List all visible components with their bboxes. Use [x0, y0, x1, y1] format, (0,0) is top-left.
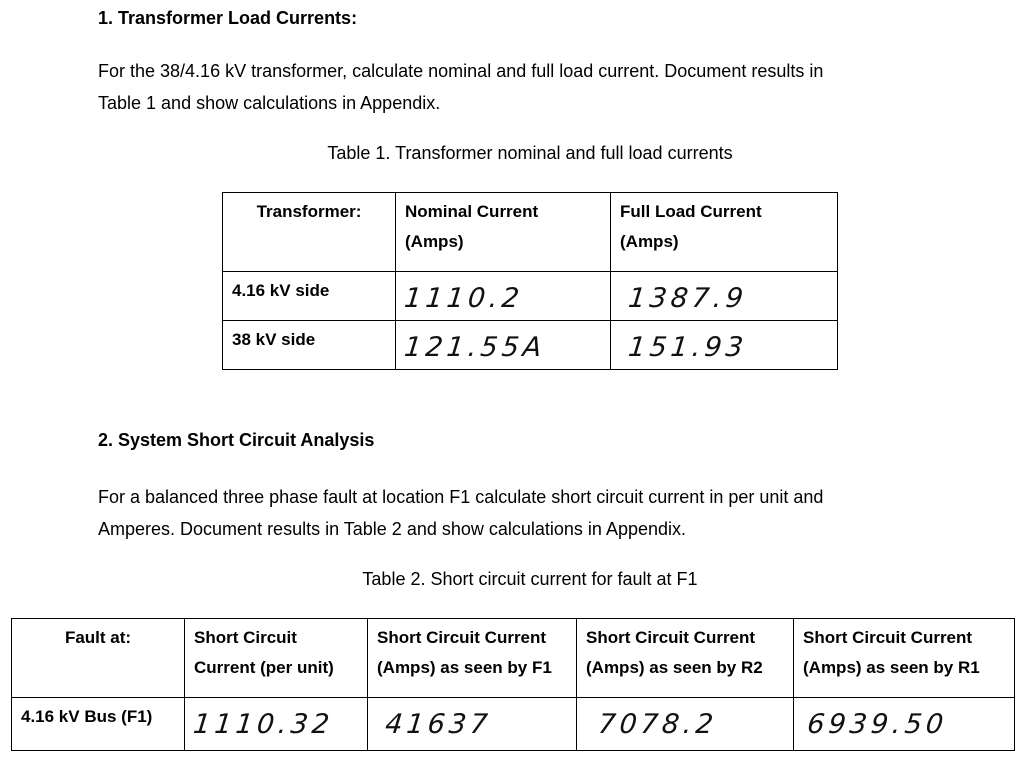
- header-text: Full Load Current: [620, 202, 762, 221]
- row-label: 38 kV side: [223, 321, 396, 370]
- header-text: Short Circuit Current: [803, 628, 973, 647]
- handwritten-value: 7078.2: [596, 709, 719, 740]
- row-label: 4.16 kV Bus (F1): [12, 698, 185, 751]
- header-text: Current (per unit): [194, 658, 334, 677]
- table2-header-row: [12, 619, 1015, 698]
- section2-para-line2: Amperes. Document results in Table 2 and show calculations in Appendix.: [98, 519, 686, 539]
- table-row: [223, 272, 838, 321]
- table-row: [223, 321, 838, 370]
- table2-caption: Table 2. Short circuit current for fault at F1: [362, 569, 698, 589]
- handwritten-value: 1110.2: [402, 283, 525, 314]
- header-text: Nominal Current: [405, 202, 539, 221]
- header-text: (Amps): [405, 232, 464, 251]
- handwritten-value: 1110.32: [191, 709, 335, 740]
- header-text: (Amps) as seen by R2: [586, 658, 763, 677]
- section1-para-line1: For the 38/4.16 kV transformer, calculate nominal and full load current. Document results in: [98, 61, 824, 81]
- f1-cell: [368, 698, 577, 751]
- handwritten-value: 41637: [383, 709, 493, 740]
- section1-para-line2: Table 1 and show calculations in Appendix.: [98, 93, 441, 113]
- table2-header-cell: [12, 619, 185, 698]
- full-load-cell: [611, 321, 838, 370]
- r2-cell: [577, 698, 794, 751]
- row-label: 4.16 kV side: [223, 272, 396, 321]
- full-load-cell: [611, 272, 838, 321]
- header-text: Transformer:: [256, 202, 362, 221]
- header-text: Fault at:: [64, 628, 132, 647]
- r1-cell: [794, 698, 1015, 751]
- header-text: (Amps): [620, 232, 679, 251]
- table1: [222, 192, 838, 370]
- header-text: (Amps) as seen by R1: [803, 658, 980, 677]
- table1-caption: Table 1. Transformer nominal and full load currents: [327, 143, 733, 163]
- section1-heading: 1. Transformer Load Currents:: [98, 8, 358, 28]
- section2-heading: 2. System Short Circuit Analysis: [98, 430, 375, 450]
- table1-header-cell: [396, 193, 611, 272]
- header-text: (Amps) as seen by F1: [377, 658, 552, 677]
- handwritten-value: 121.55A: [402, 332, 548, 363]
- handwritten-value: 6939.50: [805, 709, 949, 740]
- nominal-cell: [396, 272, 611, 321]
- table2-header-cell: [577, 619, 794, 698]
- table1-header-row: [223, 193, 838, 272]
- handwritten-value: 1387.9: [626, 283, 749, 314]
- header-text: Short Circuit: [194, 628, 297, 647]
- table2: [11, 618, 1015, 751]
- table-row: [12, 698, 1015, 751]
- nominal-cell: [396, 321, 611, 370]
- section2-paragraph: [98, 481, 998, 545]
- pu-cell: [185, 698, 368, 751]
- section2-para-line1: For a balanced three phase fault at location F1 calculate short circuit current in per unit and: [98, 487, 824, 507]
- handwritten-value: 151.93: [626, 332, 749, 363]
- section1-paragraph: [98, 55, 998, 119]
- header-text: Short Circuit Current: [586, 628, 756, 647]
- table2-header-cell: [185, 619, 368, 698]
- table2-header-cell: [794, 619, 1015, 698]
- header-text: Short Circuit Current: [377, 628, 547, 647]
- table1-header-cell: [611, 193, 838, 272]
- table2-header-cell: [368, 619, 577, 698]
- table1-header-cell: [223, 193, 396, 272]
